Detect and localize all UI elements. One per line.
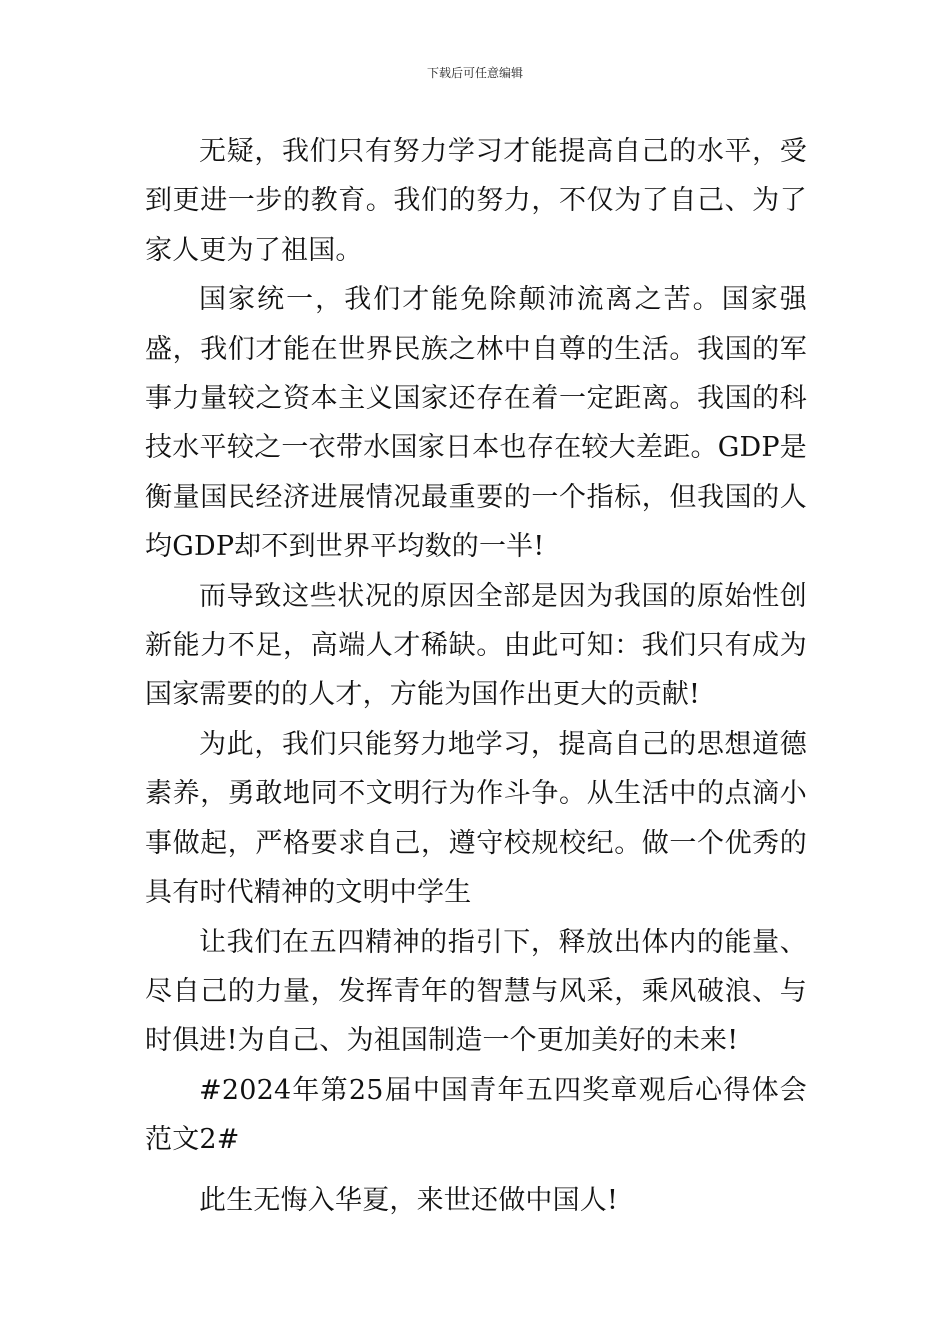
paragraph-1: 无疑，我们只有努力学习才能提高自己的水平，受到更进一步的教育。我们的努力，不仅为了自己、为了家人更为了祖国。	[145, 136, 807, 266]
paragraph-2: 国家统一，我们才能免除颠沛流离之苦。国家强盛，我们才能在世界民族之林中自尊的生活。我国的军事力量较之资本主义国家还存在着一定距离。我国的科技水平较之一衣带水国家日本也存在较大差距。GDP是衡量国民经济进展情况最重要的一个指标，但我国的人均GDP却不到世界平均数的一半!	[145, 284, 807, 563]
paragraph-3: 而导致这些状况的原因全部是因为我国的原始性创新能力不足，高端人才稀缺。由此可知：我们只有成为国家需要的的人才，方能为国作出更大的贡献!	[145, 580, 807, 711]
paragraph-4: 为此，我们只能努力地学习，提高自己的思想道德素养，勇敢地同不文明行为作斗争。从生活中的点滴小事做起，严格要求自己，遵守校规校纪。做一个优秀的具有时代精神的文明中学生	[145, 728, 807, 909]
section-heading: #2024年第25届中国青年五四奖章观后心得体会范文2#	[145, 1074, 807, 1156]
page-header: 下载后可任意编辑	[426, 66, 523, 80]
paragraph-6: 此生无悔入华夏，来世还做中国人!	[199, 1184, 619, 1216]
document-body	[145, 127, 807, 1225]
paragraph-5: 让我们在五四精神的指引下，释放出体内的能量、尽自己的力量，发挥青年的智慧与风采，乘风破浪、与时俱进!为自己、为祖国制造一个更加美好的未来!	[145, 926, 807, 1057]
